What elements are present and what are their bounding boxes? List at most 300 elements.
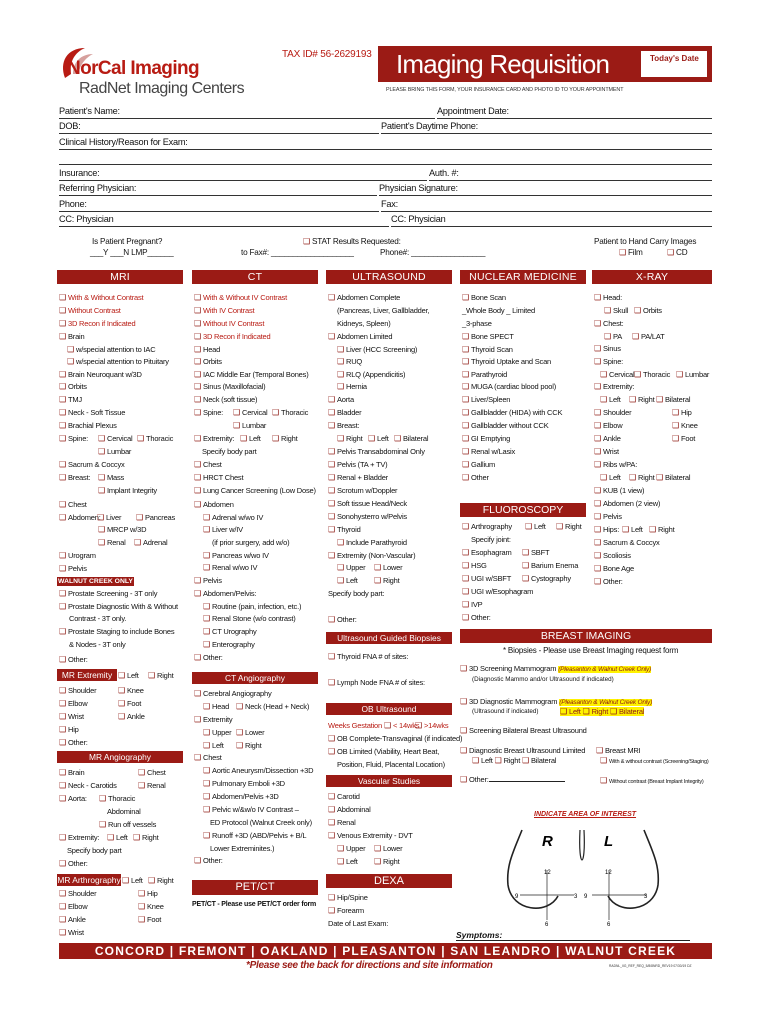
checkbox[interactable] <box>194 473 203 482</box>
fluoro-items-0[interactable]: ❑ Arthrography <box>462 522 512 531</box>
cc-physician-row-2[interactable] <box>391 214 712 227</box>
bilateral-checkbox[interactable] <box>610 707 619 716</box>
checkbox[interactable] <box>59 602 68 611</box>
ct-items-13[interactable]: ❑ Extremity: <box>194 434 234 443</box>
checkbox[interactable] <box>98 525 107 534</box>
mri-items-10[interactable]: ❑ Brachial Plexus <box>59 421 117 430</box>
checkbox[interactable] <box>600 395 609 404</box>
checkbox[interactable] <box>594 357 603 366</box>
ct-items-14[interactable]: ❑ Left <box>240 434 261 443</box>
checkbox[interactable] <box>203 702 212 711</box>
dexa-items-0[interactable]: ❑ Hip/Spine <box>328 893 368 902</box>
checkbox[interactable] <box>194 576 203 585</box>
checkbox[interactable] <box>594 525 603 534</box>
checkbox[interactable] <box>368 434 377 443</box>
xray-items-11[interactable]: ❑ Extremity: <box>594 382 634 391</box>
mr-ext-items-3[interactable]: ❑ Knee <box>118 686 144 695</box>
nuclear-items-12[interactable]: ❑ Renal w/Lasix <box>462 447 515 456</box>
checkbox[interactable] <box>59 768 68 777</box>
mri-items-6[interactable]: ❑ Brain Neuroquant w/3D <box>59 370 142 379</box>
checkbox[interactable] <box>337 370 346 379</box>
checkbox[interactable] <box>594 421 603 430</box>
xray-items-20[interactable]: ❑ Foot <box>672 434 695 443</box>
checkbox[interactable] <box>672 421 681 430</box>
checkbox[interactable] <box>594 293 603 302</box>
checkbox[interactable] <box>272 408 281 417</box>
xray-items-23[interactable]: ❑ Left <box>600 473 621 482</box>
xray-items-27[interactable]: ❑ Abdomen (2 view) <box>594 499 660 508</box>
mri-items-28[interactable]: ❑ Prostate Screening - 3T only <box>59 589 157 598</box>
checkbox[interactable] <box>59 781 68 790</box>
checkbox[interactable] <box>118 671 127 680</box>
checkbox[interactable] <box>672 434 681 443</box>
checkbox[interactable] <box>236 728 245 737</box>
checkbox[interactable] <box>384 721 393 730</box>
ob-items-3[interactable]: ❑ OB Complete-Transvaginal (if indicated) <box>328 734 462 743</box>
checkbox[interactable] <box>328 447 337 456</box>
checkbox[interactable] <box>194 715 203 724</box>
ct-ang-items-5[interactable]: ❑ Lower <box>236 728 264 737</box>
checkbox[interactable] <box>59 699 68 708</box>
xray-items-19[interactable]: ❑ Ankle <box>594 434 621 443</box>
xray-items-33[interactable]: ❑ Scoliosis <box>594 551 631 560</box>
fluoro-items-5[interactable]: ❑ SBFT <box>522 548 549 557</box>
ct-items-8[interactable]: ❑ Neck (soft tissue) <box>194 395 257 404</box>
checkbox[interactable] <box>194 306 203 315</box>
checkbox[interactable] <box>203 779 212 788</box>
vascular-items-1[interactable]: ❑ Abdominal <box>328 805 371 814</box>
ct-ang-items-12[interactable]: ❑ Pelvic w/&w/o IV Contrast – <box>203 805 299 814</box>
xray-items-14[interactable]: ❑ Bilateral <box>656 395 690 404</box>
mr-ang-items-1[interactable]: ❑ Chest <box>138 768 166 777</box>
mr-ext-items-8[interactable]: ❑ Hip <box>59 725 79 734</box>
checkbox[interactable] <box>148 671 157 680</box>
xray-items-28[interactable]: ❑ Pelvis <box>594 512 622 521</box>
checkbox[interactable] <box>59 421 68 430</box>
xray-items-13[interactable]: ❑ Right <box>629 395 655 404</box>
checkbox[interactable] <box>328 473 337 482</box>
ct-items-1[interactable]: ❑ With IV Contrast <box>194 306 254 315</box>
checkbox[interactable] <box>337 382 346 391</box>
checkbox[interactable] <box>118 686 127 695</box>
mr-ext-items-0[interactable]: ❑ Left <box>118 671 139 680</box>
ct-items-6[interactable]: ❑ IAC Middle Ear (Temporal Bones) <box>194 370 309 379</box>
checkbox[interactable] <box>462 395 471 404</box>
ct-ang-items-2[interactable]: ❑ Neck (Head + Neck) <box>236 702 309 711</box>
checkbox[interactable] <box>194 500 203 509</box>
ct-ang-items-4[interactable]: ❑ Upper <box>203 728 231 737</box>
us-items-22[interactable]: ❑ Extremity (Non-Vascular) <box>328 551 415 560</box>
mammo-3d-screening[interactable]: ❑ 3D Screening Mammogram (Pleasanton & Walnut Creek Only) <box>460 664 651 674</box>
ct-items-9[interactable]: ❑ Spine: <box>194 408 223 417</box>
ct-items-32[interactable]: ❑ Other: <box>194 653 223 662</box>
mr-arth-items-1[interactable]: ❑ Right <box>148 876 174 885</box>
nuclear-items-11[interactable]: ❑ GI Emptying <box>462 434 510 443</box>
diag-limited-sides[interactable]: ❑ Left ❑ Right ❑ Bilateral <box>472 756 556 765</box>
mri-items-33[interactable]: ❑ Other: <box>59 655 88 664</box>
checkbox[interactable] <box>148 876 157 885</box>
checkbox[interactable] <box>594 564 603 573</box>
checkbox[interactable] <box>328 395 337 404</box>
mri-items-18[interactable]: ❑ Implant Integrity <box>98 486 157 495</box>
checkbox[interactable] <box>136 513 145 522</box>
mri-items-3[interactable]: ❑ Brain <box>59 332 85 341</box>
checkbox[interactable] <box>328 408 337 417</box>
checkbox[interactable] <box>594 408 603 417</box>
left-checkbox[interactable] <box>560 707 569 716</box>
phone-num[interactable]: Phone#: _________________ <box>380 248 486 257</box>
us-items-16[interactable]: ❑ Renal + Bladder <box>328 473 388 482</box>
checkbox[interactable] <box>133 833 142 842</box>
with-without-contrast[interactable]: ❑ With & without contrast (Screening/Staging) <box>600 756 709 767</box>
checkbox[interactable] <box>59 370 68 379</box>
mr-ext-items-1[interactable]: ❑ Right <box>148 671 174 680</box>
mri-items-23[interactable]: ❑ MRCP w/3D <box>98 525 146 534</box>
mr-ext-items-9[interactable]: ❑ Other: <box>59 738 88 747</box>
checkbox[interactable] <box>194 382 203 391</box>
checkbox[interactable] <box>328 678 337 687</box>
checkbox[interactable] <box>59 306 68 315</box>
checkbox[interactable] <box>462 447 471 456</box>
checkbox[interactable] <box>415 721 424 730</box>
ct-items-30[interactable]: ❑ CT Urography <box>203 627 257 636</box>
nuclear-items-9[interactable]: ❑ Gallbladder (HIDA) with CCK <box>462 408 562 417</box>
ct-items-15[interactable]: ❑ Right <box>272 434 298 443</box>
checkbox[interactable] <box>328 805 337 814</box>
checkbox[interactable] <box>594 344 603 353</box>
xray-items-6[interactable]: ❑ Sinus <box>594 344 621 353</box>
checkbox[interactable] <box>462 548 471 557</box>
patient-name-row[interactable] <box>59 106 435 119</box>
mr-arth-items-2[interactable]: ❑ Shoulder <box>59 889 96 898</box>
ct-items-4[interactable]: ❑ Head <box>194 345 220 354</box>
mr-arth-items-7[interactable]: ❑ Foot <box>138 915 161 924</box>
us-items-10[interactable]: ❑ Breast: <box>328 421 359 430</box>
mri-items-9[interactable]: ❑ Neck - Soft Tissue <box>59 408 125 417</box>
left2-checkbox[interactable] <box>472 756 481 765</box>
checkbox[interactable] <box>328 512 337 521</box>
checkbox[interactable] <box>59 589 68 598</box>
checkbox[interactable] <box>594 486 603 495</box>
mr-ang-items-8[interactable]: ❑ Extremity: <box>59 833 99 842</box>
ct-items-31[interactable]: ❑ Enterography <box>203 640 255 649</box>
nuclear-items-10[interactable]: ❑ Gallbladder without CCK <box>462 421 549 430</box>
fluoro-items-6[interactable]: ❑ HSG <box>462 561 487 570</box>
nuclear-items-0[interactable]: ❑ Bone Scan <box>462 293 506 302</box>
ct-items-19[interactable]: ❑ Lung Cancer Screening (Low Dose) <box>194 486 316 495</box>
patient-phone-row[interactable] <box>381 121 712 134</box>
mri-items-12[interactable]: ❑ Cervical <box>98 434 132 443</box>
checkbox[interactable] <box>462 293 471 302</box>
checkbox[interactable] <box>59 564 68 573</box>
us-items-24[interactable]: ❑ Lower <box>374 563 402 572</box>
checkbox[interactable] <box>67 345 76 354</box>
mri-items-14[interactable]: ❑ Lumbar <box>98 447 131 456</box>
us-items-13[interactable]: ❑ Bilateral <box>394 434 428 443</box>
mri-items-13[interactable]: ❑ Thoracic <box>137 434 173 443</box>
mr-ang-items-2[interactable]: ❑ Neck - Carotids <box>59 781 117 790</box>
checkbox[interactable] <box>328 893 337 902</box>
checkbox[interactable] <box>194 319 203 328</box>
checkbox[interactable] <box>594 460 603 469</box>
xray-items-0[interactable]: ❑ Head: <box>594 293 622 302</box>
right-checkbox[interactable] <box>583 707 592 716</box>
ct-items-2[interactable]: ❑ Without IV Contrast <box>194 319 264 328</box>
breast-diagram[interactable] <box>498 820 668 928</box>
cc-physician-row-1[interactable] <box>59 214 389 227</box>
mri-items-31[interactable]: ❑ Prostate Staging to include Bones <box>59 627 174 636</box>
mr-ext-items-5[interactable]: ❑ Foot <box>118 699 141 708</box>
checkbox[interactable] <box>138 889 147 898</box>
fluoro-items-4[interactable]: ❑ Esophagram <box>462 548 512 557</box>
checkbox[interactable] <box>337 563 346 572</box>
mri-items-0[interactable]: ❑ With & Without Contrast <box>59 293 143 302</box>
checkbox[interactable] <box>194 689 203 698</box>
checkbox[interactable] <box>59 513 68 522</box>
checkbox[interactable] <box>203 602 212 611</box>
xray-items-10[interactable]: ❑ Lumbar <box>676 370 709 379</box>
ct-ang-items-11[interactable]: ❑ Abdomen/Pelvis +3D <box>203 792 279 801</box>
checkbox[interactable] <box>629 473 638 482</box>
checkbox[interactable] <box>462 370 471 379</box>
fluoro-items-8[interactable]: ❑ UGI w/SBFT <box>462 574 511 583</box>
mr-ang-items-10[interactable]: ❑ Right <box>133 833 159 842</box>
checkbox[interactable] <box>240 434 249 443</box>
checkbox[interactable] <box>99 820 108 829</box>
checkbox[interactable] <box>672 408 681 417</box>
checkbox[interactable] <box>328 818 337 827</box>
checkbox[interactable] <box>194 408 203 417</box>
checkbox[interactable] <box>462 357 471 366</box>
checkbox[interactable] <box>462 434 471 443</box>
right2-checkbox[interactable] <box>495 756 504 765</box>
checkbox[interactable] <box>328 293 337 302</box>
film-option[interactable]: ❑ Film <box>619 248 643 257</box>
checkbox[interactable] <box>328 332 337 341</box>
us-items-19[interactable]: ❑ Sonohysterro w/Pelvis <box>328 512 407 521</box>
mr-arth-items-5[interactable]: ❑ Knee <box>138 902 164 911</box>
checkbox[interactable] <box>59 473 68 482</box>
checkbox[interactable] <box>59 712 68 721</box>
xray-items-25[interactable]: ❑ Bilateral <box>656 473 690 482</box>
dob-row[interactable] <box>59 121 379 134</box>
ct-items-12[interactable]: ❑ Lumbar <box>233 421 266 430</box>
breast-other[interactable]: ❑ Other: <box>460 775 565 784</box>
checkbox[interactable] <box>134 538 143 547</box>
checkbox[interactable] <box>594 512 603 521</box>
checkbox[interactable] <box>328 734 337 743</box>
xray-items-26[interactable]: ❑ KUB (1 view) <box>594 486 644 495</box>
insurance-row[interactable] <box>59 168 427 181</box>
dexa-items-1[interactable]: ❑ Forearm <box>328 906 364 915</box>
checkbox[interactable] <box>328 486 337 495</box>
fluoro-items-12[interactable]: ❑ Other: <box>462 613 491 622</box>
ob-items-1[interactable]: ❑ < 14wks <box>384 721 419 730</box>
checkbox[interactable] <box>138 902 147 911</box>
checkbox[interactable] <box>374 563 383 572</box>
pregnant-options[interactable]: ___Y ___N LMP______ <box>90 248 174 257</box>
checkbox[interactable] <box>522 548 531 557</box>
ct-items-0[interactable]: ❑ With & Without IV Contrast <box>194 293 287 302</box>
ct-ang-items-10[interactable]: ❑ Pulmonary Emboli +3D <box>203 779 285 788</box>
xray-items-31[interactable]: ❑ Right <box>649 525 675 534</box>
nuclear-items-8[interactable]: ❑ Liver/Spleen <box>462 395 510 404</box>
checkbox[interactable] <box>600 370 609 379</box>
physician-signature-row[interactable] <box>379 183 712 196</box>
ct-ang-items-9[interactable]: ❑ Aortic Aneurysm/Dissection +3D <box>203 766 313 775</box>
checkbox[interactable] <box>194 856 203 865</box>
nuclear-items-6[interactable]: ❑ Parathyroid <box>462 370 507 379</box>
xray-items-3[interactable]: ❑ Chest: <box>594 319 623 328</box>
checkbox[interactable] <box>118 699 127 708</box>
mri-items-5[interactable]: ❑ w/special attention to Pituitary <box>67 357 169 366</box>
checkbox[interactable] <box>594 551 603 560</box>
vascular-items-4[interactable]: ❑ Upper <box>337 844 365 853</box>
mri-items-16[interactable]: ❑ Breast: <box>59 473 90 482</box>
ct-items-5[interactable]: ❑ Orbits <box>194 357 222 366</box>
diag-mammo-checkbox[interactable] <box>460 697 469 706</box>
mri-items-7[interactable]: ❑ Orbits <box>59 382 87 391</box>
xray-items-9[interactable]: ❑ Thoracic <box>634 370 670 379</box>
bilateral2-checkbox[interactable] <box>522 756 531 765</box>
checkbox[interactable] <box>194 370 203 379</box>
checkbox[interactable] <box>594 538 603 547</box>
checkbox[interactable] <box>337 345 346 354</box>
checkbox[interactable] <box>59 725 68 734</box>
us-items-18[interactable]: ❑ Soft tissue Head/Neck <box>328 499 407 508</box>
checkbox[interactable] <box>203 563 212 572</box>
mri-items-22[interactable]: ❑ Pancreas <box>136 513 175 522</box>
diag-mammo-sides[interactable]: ❑ Left ❑ Right ❑ Bilateral <box>560 707 644 716</box>
vascular-items-5[interactable]: ❑ Lower <box>374 844 402 853</box>
vascular-items-6[interactable]: ❑ Left <box>337 857 358 866</box>
auth-row[interactable] <box>429 168 712 181</box>
xray-items-2[interactable]: ❑ Orbits <box>634 306 662 315</box>
checkbox[interactable] <box>462 421 471 430</box>
film-checkbox[interactable] <box>619 248 628 257</box>
ct-ang-items-7[interactable]: ❑ Right <box>236 741 262 750</box>
checkbox[interactable] <box>194 345 203 354</box>
mri-items-25[interactable]: ❑ Adrenal <box>134 538 167 547</box>
checkbox[interactable] <box>59 500 68 509</box>
checkbox[interactable] <box>600 473 609 482</box>
checkbox[interactable] <box>634 370 643 379</box>
mr-arth-items-3[interactable]: ❑ Hip <box>138 889 158 898</box>
checkbox[interactable] <box>622 525 631 534</box>
checkbox[interactable] <box>203 766 212 775</box>
mr-ext-items-4[interactable]: ❑ Elbow <box>59 699 87 708</box>
checkbox[interactable] <box>67 357 76 366</box>
us-items-26[interactable]: ❑ Right <box>374 576 400 585</box>
ct-ang-items-16[interactable]: ❑ Other: <box>194 856 223 865</box>
checkbox[interactable] <box>462 587 471 596</box>
checkbox[interactable] <box>676 370 685 379</box>
checkbox[interactable] <box>59 859 68 868</box>
mammo-3d-diagnostic[interactable]: ❑ 3D Diagnostic Mammogram (Pleasanton & Walnut Creek Only) <box>460 697 652 707</box>
checkbox[interactable] <box>328 525 337 534</box>
checkbox[interactable] <box>328 831 337 840</box>
checkbox[interactable] <box>107 833 116 842</box>
ct-items-18[interactable]: ❑ HRCT Chest <box>194 473 243 482</box>
mr-ang-items-9[interactable]: ❑ Left <box>107 833 128 842</box>
checkbox[interactable] <box>194 395 203 404</box>
mri-items-2[interactable]: ❑ 3D Recon if Indicated <box>59 319 136 328</box>
checkbox[interactable] <box>98 486 107 495</box>
ct-items-7[interactable]: ❑ Sinus (Maxillofacial) <box>194 382 265 391</box>
checkbox[interactable] <box>59 915 68 924</box>
mri-items-8[interactable]: ❑ TMJ <box>59 395 82 404</box>
mr-ang-items-12[interactable]: ❑ Other: <box>59 859 88 868</box>
clinical-history-line2[interactable] <box>59 164 712 165</box>
xray-items-34[interactable]: ❑ Bone Age <box>594 564 634 573</box>
stat-checkbox[interactable] <box>303 237 312 246</box>
checkbox[interactable] <box>194 293 203 302</box>
xray-items-4[interactable]: ❑ PA <box>604 332 622 341</box>
checkbox[interactable] <box>59 889 68 898</box>
us-items-7[interactable]: ❑ Hernia <box>337 382 367 391</box>
us-items-8[interactable]: ❑ Aorta <box>328 395 354 404</box>
cd-option[interactable]: ❑ CD <box>667 248 687 257</box>
checkbox[interactable] <box>203 741 212 750</box>
diag-limited-checkbox[interactable] <box>460 746 469 755</box>
checkbox[interactable] <box>203 525 212 534</box>
checkbox[interactable] <box>233 408 242 417</box>
checkbox[interactable] <box>138 768 147 777</box>
us-items-9[interactable]: ❑ Bladder <box>328 408 361 417</box>
referring-physician-row[interactable] <box>59 183 377 196</box>
checkbox[interactable] <box>462 460 471 469</box>
mri-items-26[interactable]: ❑ Urogram <box>59 551 96 560</box>
checkbox[interactable] <box>656 473 665 482</box>
checkbox[interactable] <box>98 447 107 456</box>
xray-items-5[interactable]: ❑ PA/LAT <box>632 332 665 341</box>
checkbox[interactable] <box>374 844 383 853</box>
us-items-15[interactable]: ❑ Pelvis (TA + TV) <box>328 460 387 469</box>
mri-items-4[interactable]: ❑ w/special attention to IAC <box>67 345 155 354</box>
checkbox[interactable] <box>97 513 106 522</box>
checkbox[interactable] <box>203 831 212 840</box>
mri-items-29[interactable]: ❑ Prostate Diagnostic With & Without <box>59 602 178 611</box>
checkbox[interactable] <box>328 460 337 469</box>
checkbox[interactable] <box>236 741 245 750</box>
checkbox[interactable] <box>649 525 658 534</box>
us-items-17[interactable]: ❑ Scrotum w/Doppler <box>328 486 397 495</box>
checkbox[interactable] <box>462 574 471 583</box>
checkbox[interactable] <box>604 306 613 315</box>
checkbox[interactable] <box>194 653 203 662</box>
xray-items-1[interactable]: ❑ Skull <box>604 306 628 315</box>
checkbox[interactable] <box>594 447 603 456</box>
checkbox[interactable] <box>462 345 471 354</box>
mri-items-17[interactable]: ❑ Mass <box>98 473 124 482</box>
checkbox[interactable] <box>556 522 565 531</box>
checkbox[interactable] <box>522 574 531 583</box>
fluoro-items-10[interactable]: ❑ UGI w/Esophagram <box>462 587 533 596</box>
ct-items-25[interactable]: ❑ Renal w/wo IV <box>203 563 257 572</box>
screening-bilateral[interactable]: ❑ Screening Bilateral Breast Ultrasound <box>460 726 587 735</box>
checkbox[interactable] <box>194 332 203 341</box>
checkbox[interactable] <box>118 712 127 721</box>
mr-arth-items-6[interactable]: ❑ Ankle <box>59 915 86 924</box>
checkbox[interactable] <box>462 332 471 341</box>
checkbox[interactable] <box>374 576 383 585</box>
xray-items-29[interactable]: ❑ Hips: <box>594 525 619 534</box>
checkbox[interactable] <box>594 382 603 391</box>
nuclear-items-7[interactable]: ❑ MUGA (cardiac blood pool) <box>462 382 556 391</box>
mr-ext-items-2[interactable]: ❑ Shoulder <box>59 686 96 695</box>
us-items-4[interactable]: ❑ Liver (HCC Screening) <box>337 345 417 354</box>
checkbox[interactable] <box>59 794 68 803</box>
